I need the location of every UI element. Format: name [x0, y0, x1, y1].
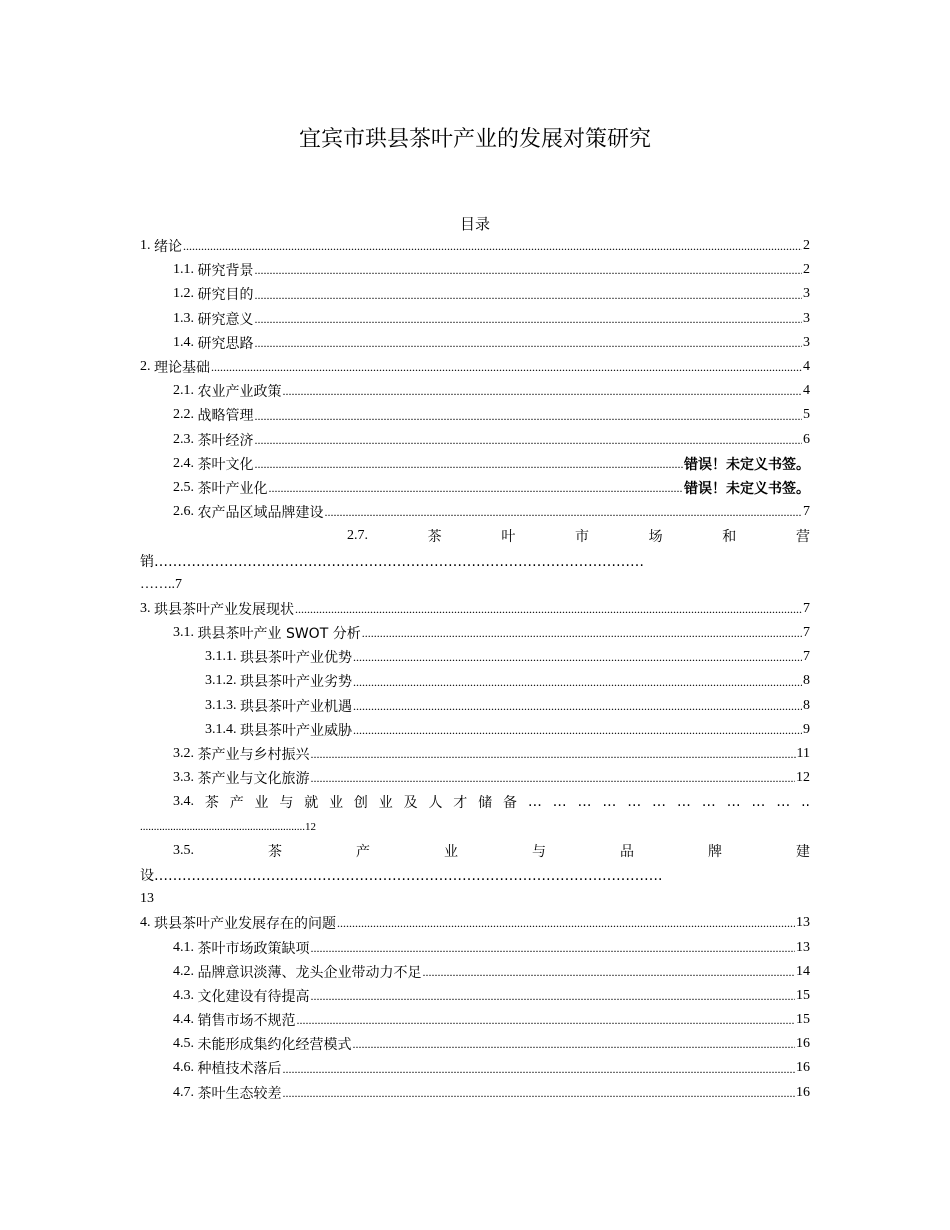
toc-entry[interactable]: [140, 500, 810, 524]
toc-entry[interactable]: [140, 1081, 810, 1105]
toc-entry-title: 珙县茶叶产业机遇: [240, 698, 352, 715]
toc-leader-dots: [353, 676, 802, 694]
toc-entry[interactable]: [140, 694, 810, 718]
toc-entry[interactable]: [140, 911, 810, 935]
toc-leader-dots: [297, 1014, 796, 1032]
toc-entry-title: 品牌意识淡薄、龙头企业带动力不足: [197, 964, 422, 981]
toc-leader-dots: [283, 1063, 796, 1081]
toc-entry[interactable]: [140, 742, 810, 766]
toc-entry-number: 3.1.2.: [205, 673, 240, 689]
toc-entry-title: 茶叶文化: [197, 456, 254, 473]
toc-page-number: 13: [796, 939, 810, 955]
toc-entry-number: 3.1.1.: [205, 649, 240, 665]
toc-entry-title: 销售市场不规范: [197, 1013, 296, 1030]
toc-entry[interactable]: [140, 234, 810, 258]
toc-page-number: 9: [803, 721, 810, 737]
toc-page-number: 4: [803, 359, 810, 375]
toc-entry-title: 理论基础: [154, 360, 210, 377]
toc-page-number: 2: [803, 262, 810, 278]
toc-entry-number: 1.3.: [173, 310, 198, 326]
toc-entry[interactable]: [140, 960, 810, 984]
toc-entry-number: 1.4.: [173, 334, 198, 350]
toc-entry-char: 及: [403, 795, 418, 812]
toc-entry[interactable]: [140, 597, 810, 621]
toc-entry-wrapped[interactable]: [140, 839, 810, 863]
toc-page-number: 13: [796, 915, 810, 931]
toc-entry-char: …: [627, 794, 642, 811]
toc-entry-number: 3.1.3.: [205, 697, 240, 713]
toc-page-number: 16: [796, 1060, 810, 1076]
toc-entry[interactable]: [140, 476, 810, 500]
toc-entry-title: 农产品区域品牌建设: [197, 505, 324, 522]
toc-entry-char: 营: [795, 529, 810, 546]
toc-entry-number: 4.1.: [173, 939, 198, 955]
toc-entry-wrapped[interactable]: [140, 524, 810, 548]
toc-entry-char: …: [751, 794, 766, 811]
toc-page-number: 5: [803, 407, 810, 423]
toc-entry-char: 叶: [501, 529, 516, 546]
toc-page-number: 6: [803, 431, 810, 447]
toc-entry[interactable]: [140, 621, 810, 645]
toc-entry[interactable]: [140, 1032, 810, 1056]
toc-entry-title: 种植技术落后: [197, 1061, 282, 1078]
toc-page-number: 14: [796, 963, 810, 979]
toc-entry-char: 品: [620, 843, 634, 860]
toc-entry[interactable]: [140, 355, 810, 379]
toc-entry-title: 战略管理: [197, 408, 254, 425]
toc-entry[interactable]: [140, 428, 810, 452]
toc-page-number: 7: [803, 600, 810, 616]
toc-entry-number: 4.5.: [173, 1036, 198, 1052]
toc-entry-number: 3.1.4.: [205, 721, 240, 737]
toc-leader-dots: [255, 264, 803, 282]
toc-entry-char: 产: [356, 843, 370, 860]
toc-entry-continuation: 销……………………………………………………………………………………………: [140, 553, 644, 570]
toc-leader-dots: [311, 772, 796, 790]
toc-entry-char: 场: [648, 529, 663, 546]
toc-entry-char: …: [676, 794, 691, 811]
toc-entry-char: ..: [801, 794, 810, 811]
toc-entry-title: 茶叶生态较差: [197, 1085, 282, 1102]
toc-leader-dots: [353, 724, 802, 742]
toc-entry-number: 2.4.: [173, 455, 198, 471]
toc-entry-char: …: [552, 794, 567, 811]
toc-error-message: 错误！未定义书签。: [684, 456, 810, 473]
toc-page-number: 16: [796, 1036, 810, 1052]
toc-entry-number: 2.: [140, 359, 154, 375]
toc-entry-number: 4.7.: [173, 1084, 198, 1100]
toc-entry-char: …: [652, 794, 667, 811]
toc-entry-continuation: ............................................................12: [140, 820, 316, 833]
toc-page-number: 15: [796, 1012, 810, 1028]
toc-page-number: 3: [803, 334, 810, 350]
toc-entry-char: …: [701, 794, 716, 811]
toc-page-number: 7: [803, 649, 810, 665]
toc-entry-title: 文化建设有待提高: [197, 988, 310, 1005]
toc-heading: 目录: [459, 215, 490, 233]
toc-leader-dots: [269, 482, 684, 500]
toc-leader-dots: [353, 700, 802, 718]
toc-entry[interactable]: [140, 379, 810, 403]
toc-entry-number: 4.: [140, 915, 154, 931]
toc-page-number: 2: [803, 238, 810, 254]
table-of-contents: [140, 234, 810, 1105]
toc-entry-char: 创: [353, 795, 368, 812]
toc-leader-dots: [311, 748, 796, 766]
toc-entry-number: 2.2.: [173, 407, 198, 423]
toc-entry[interactable]: [140, 331, 810, 355]
toc-leader-dots: [283, 1087, 796, 1105]
toc-entry[interactable]: [140, 403, 810, 427]
toc-leader-dots: [311, 990, 796, 1008]
toc-entry-char: 人: [428, 795, 443, 812]
toc-entry-char: 牌: [708, 843, 722, 860]
toc-entry-number: 1.2.: [173, 286, 198, 302]
toc-entry-number: 3.1.: [173, 625, 198, 641]
toc-leader-dots: [255, 313, 803, 331]
toc-entry-number: 4.3.: [173, 987, 198, 1003]
toc-entry-wrapped[interactable]: [140, 790, 810, 814]
toc-entry-char: 业: [254, 795, 269, 812]
toc-entry-title: 未能形成集约化经营模式: [197, 1037, 352, 1054]
toc-leader-dots: [255, 434, 803, 452]
toc-entry-char: …: [577, 794, 592, 811]
toc-entry-number: 1.1.: [173, 262, 198, 278]
toc-entry-number: 3.2.: [173, 746, 198, 762]
toc-entry-number: 3.4.: [173, 794, 194, 810]
toc-entry[interactable]: [140, 282, 810, 306]
toc-leader-dots: [255, 337, 803, 355]
toc-entry-char: 备: [502, 795, 517, 812]
toc-entry-char: 业: [329, 795, 344, 812]
toc-leader-dots: [255, 410, 803, 428]
toc-entry-number: 2.5.: [173, 479, 198, 495]
toc-leader-dots: [325, 506, 803, 524]
toc-entry-title: 茶叶产业化: [197, 480, 268, 497]
toc-entry-title: 研究意义: [197, 311, 254, 328]
toc-entry[interactable]: [140, 307, 810, 331]
toc-entry-char: 与: [279, 795, 294, 812]
toc-entry[interactable]: [140, 766, 810, 790]
toc-entry[interactable]: [140, 1008, 810, 1032]
toc-leader-dots: [362, 627, 802, 645]
toc-leader-dots: [255, 458, 684, 476]
toc-entry-char: 建: [796, 843, 810, 860]
toc-entry-number: 2.1.: [173, 383, 198, 399]
toc-entry-continuation: 13: [140, 891, 154, 907]
toc-entry-number: 3.3.: [173, 770, 198, 786]
toc-entry-title: 珙县茶叶产业 SWOT 分析: [197, 626, 361, 643]
toc-entry-title: 绪论: [154, 239, 182, 256]
toc-entry-char: 产: [229, 795, 244, 812]
toc-entry-title: 农业产业政策: [197, 384, 282, 401]
toc-entry-title: 珙县茶叶产业劣势: [240, 674, 352, 691]
toc-leader-dots: [337, 917, 795, 935]
toc-entry-number: 2.3.: [173, 431, 198, 447]
toc-entry-number: 3.5.: [173, 842, 194, 858]
toc-page-number: 7: [803, 504, 810, 520]
toc-entry[interactable]: [140, 935, 810, 959]
toc-page-number: 3: [803, 310, 810, 326]
toc-entry-char: 茶: [268, 843, 282, 860]
toc-entry-char: …: [726, 794, 741, 811]
toc-entry-char: 就: [304, 795, 319, 812]
toc-entry-title: 茶叶市场政策缺项: [197, 940, 310, 957]
toc-entry[interactable]: [140, 645, 810, 669]
toc-entry-title: 珙县茶叶产业优势: [240, 650, 352, 667]
toc-entry-char: 业: [444, 843, 458, 860]
toc-error-message: 错误！未定义书签。: [684, 480, 810, 497]
toc-leader-dots: [183, 240, 802, 258]
toc-entry-char: 业: [378, 795, 393, 812]
toc-entry-title: 珙县茶叶产业发展现状: [154, 601, 294, 618]
toc-entry[interactable]: [140, 669, 810, 693]
toc-page-number: 12: [796, 770, 810, 786]
document-title: 宜宾市珙县茶叶产业的发展对策研究: [298, 127, 651, 152]
toc-entry-title: 茶叶经济: [197, 432, 254, 449]
toc-entry-title: 研究背景: [197, 263, 254, 280]
toc-entry[interactable]: [140, 984, 810, 1008]
toc-leader-dots: [353, 651, 802, 669]
toc-entry-char: 与: [532, 843, 546, 860]
toc-entry[interactable]: [140, 1056, 810, 1080]
toc-entry-char: 和: [722, 529, 737, 546]
toc-entry-title: 珙县茶叶产业威胁: [240, 722, 352, 739]
toc-entry-number: 4.4.: [173, 1012, 198, 1028]
toc-entry-number: 1.: [140, 238, 154, 254]
toc-page-number: 16: [796, 1084, 810, 1100]
toc-entry-char: …: [527, 794, 542, 811]
toc-leader-dots: [211, 361, 802, 379]
toc-entry-title: 茶产业与文化旅游: [197, 771, 310, 788]
toc-entry-char: 茶: [204, 795, 219, 812]
toc-page-number: 8: [803, 673, 810, 689]
toc-entry[interactable]: [140, 718, 810, 742]
toc-entry-number: 3.: [140, 600, 154, 616]
toc-entry-number: 4.2.: [173, 963, 198, 979]
toc-entry-number: 2.6.: [173, 504, 198, 520]
toc-entry-continuation: 设……………………………………………………………………………………………….: [140, 867, 663, 884]
toc-entry[interactable]: [140, 258, 810, 282]
toc-entry-title: 茶产业与乡村振兴: [197, 747, 310, 764]
toc-leader-dots: [311, 942, 796, 960]
toc-page-number: 15: [796, 987, 810, 1003]
toc-leader-dots: [283, 385, 803, 403]
toc-entry-char: …: [602, 794, 617, 811]
toc-entry-number: 2.7.: [347, 528, 368, 544]
toc-page-number: 4: [803, 383, 810, 399]
toc-entry-title: 珙县茶叶产业发展存在的问题: [154, 916, 336, 933]
toc-entry-title: 研究思路: [197, 335, 254, 352]
toc-page-number: 3: [803, 286, 810, 302]
toc-leader-dots: [353, 1038, 796, 1056]
toc-page-number: 7: [803, 625, 810, 641]
toc-leader-dots: [295, 603, 802, 621]
toc-page-number: 11: [796, 746, 810, 762]
toc-entry-char: 才: [453, 795, 468, 812]
toc-entry-char: …: [776, 794, 791, 811]
toc-entry-number: 4.6.: [173, 1060, 198, 1076]
toc-entry-continuation: ……..7: [140, 576, 182, 592]
toc-page-number: 8: [803, 697, 810, 713]
toc-entry-char: 茶: [427, 529, 442, 546]
toc-leader-dots: [423, 966, 796, 984]
toc-leader-dots: [255, 289, 803, 307]
toc-entry-char: 市: [574, 529, 589, 546]
toc-entry-title: 研究目的: [197, 287, 254, 304]
toc-entry-char: 储: [478, 795, 493, 812]
toc-entry[interactable]: [140, 452, 810, 476]
